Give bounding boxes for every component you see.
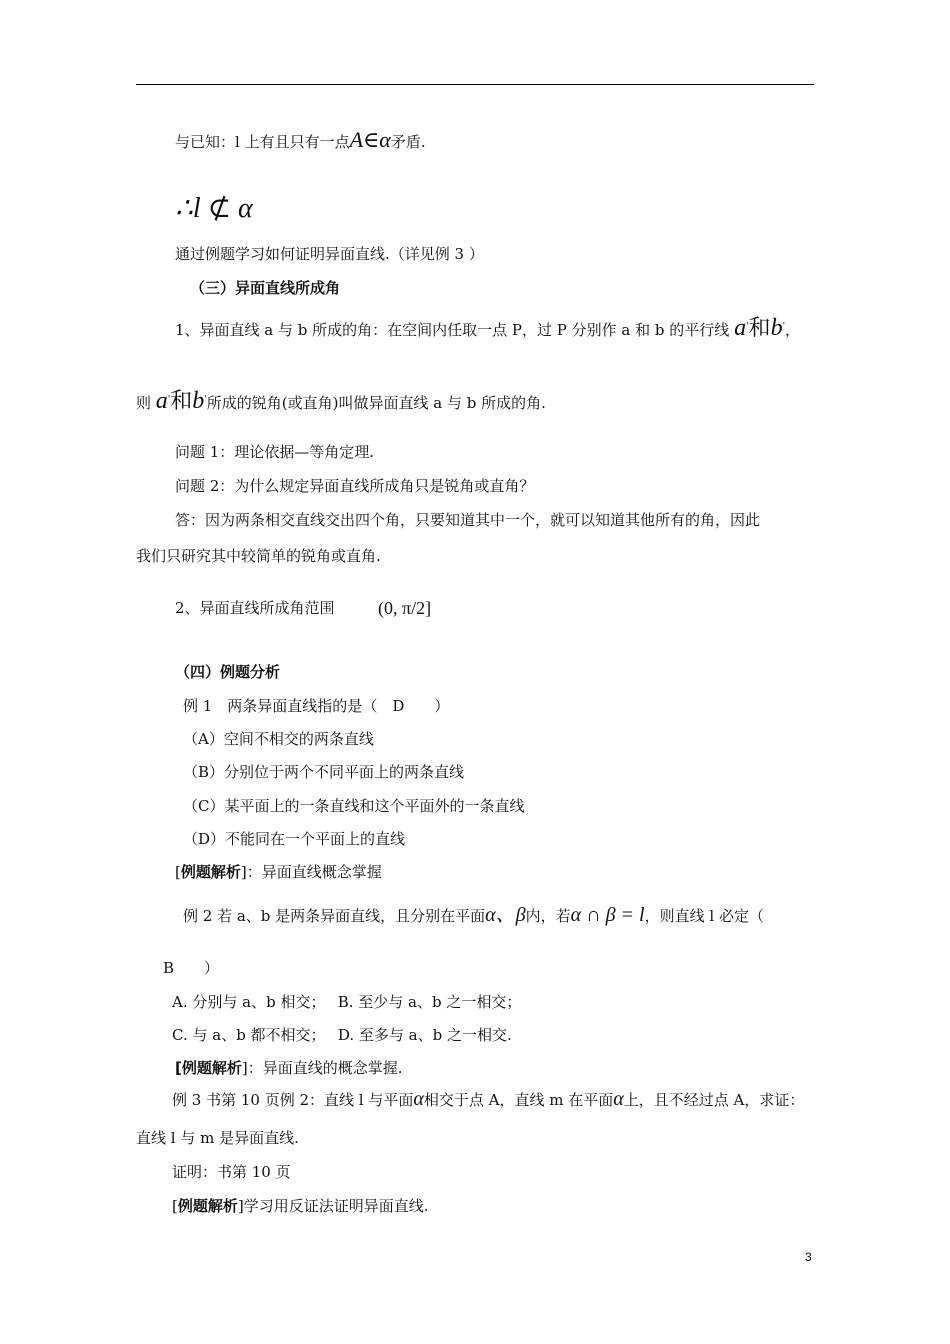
example-1-option-c: （C）某平面上的一条直线和这个平面外的一条直线: [183, 797, 525, 815]
example-1-option-a: （A）空间不相交的两条直线: [183, 730, 374, 748]
line-contradiction: 与已知：l 上有且只有一点A∈α矛盾.: [175, 127, 426, 152]
line-example3-ref: 通过例题学习如何证明异面直线.（详见例 3 ）: [175, 245, 484, 263]
header-rule: [136, 84, 814, 85]
page-number: 3: [805, 1250, 812, 1264]
example-2-question: 例 2 若 a、b 是两条异面直线，且分别在平面α、β内，若α ∩ β = l，则直线 l 必定（: [183, 904, 764, 926]
section-heading-4: （四）例题分析: [175, 663, 281, 681]
example-3-question-cont: 直线 l 与 m 是异面直线.: [136, 1129, 299, 1147]
question-1: 问题 1：理论依据—等角定理.: [175, 443, 375, 461]
example-1-option-b: （B）分别位于两个不同平面上的两条直线: [183, 763, 465, 781]
example-2-analysis: [例题解析]：异面直线的概念掌握.: [175, 1059, 403, 1077]
angle-range-label: 2、异面直线所成角范围: [175, 599, 335, 617]
question-2: 问题 2：为什么规定异面直线所成角只是锐角或直角？: [175, 477, 535, 495]
conclusion-formula: ∴l ⊄ α: [175, 193, 253, 224]
angle-range-formula: (0, π/2]: [378, 598, 432, 618]
example-2-options-ab: A. 分别与 a、b 相交； B. 至少与 a、b 之一相交；: [172, 993, 522, 1011]
definition-line-1: 1、异面直线 a 与 b 所成的角：在空间内任取一点 P，过 P 分别作 a 和 b 的平行线 a'和b'，: [175, 315, 801, 341]
example-3-proof: 证明：书第 10 页: [172, 1163, 291, 1181]
example-1-question: 例 1 两条异面直线指的是（ D ）: [183, 697, 450, 715]
definition-line-2: 则 a'和b'所成的锐角(或直角)叫做异面直线 a 与 b 所成的角.: [136, 388, 546, 414]
example-1-analysis: [例题解析]：异面直线概念掌握: [175, 863, 382, 881]
section-heading-3: （三）异面直线所成角: [190, 279, 341, 297]
example-2-answer: B ）: [163, 959, 220, 977]
example-1-option-d: （D）不能同在一个平面上的直线: [183, 830, 406, 848]
example-3-analysis: [例题解析]学习用反证法证明异面直线.: [172, 1197, 429, 1215]
answer-line-2: 我们只研究其中较简单的锐角或直角.: [136, 547, 381, 565]
answer-line-1: 答：因为两条相交直线交出四个角，只要知道其中一个，就可以知道其他所有的角，因此: [175, 511, 761, 529]
example-3-question: 例 3 书第 10 页例 2：直线 l 与平面α相交于点 A，直线 m 在平面α上，且不经过点 A，求证：: [172, 1088, 805, 1110]
example-2-options-cd: C. 与 a、b 都不相交； D. 至多与 a、b 之一相交.: [172, 1026, 512, 1044]
